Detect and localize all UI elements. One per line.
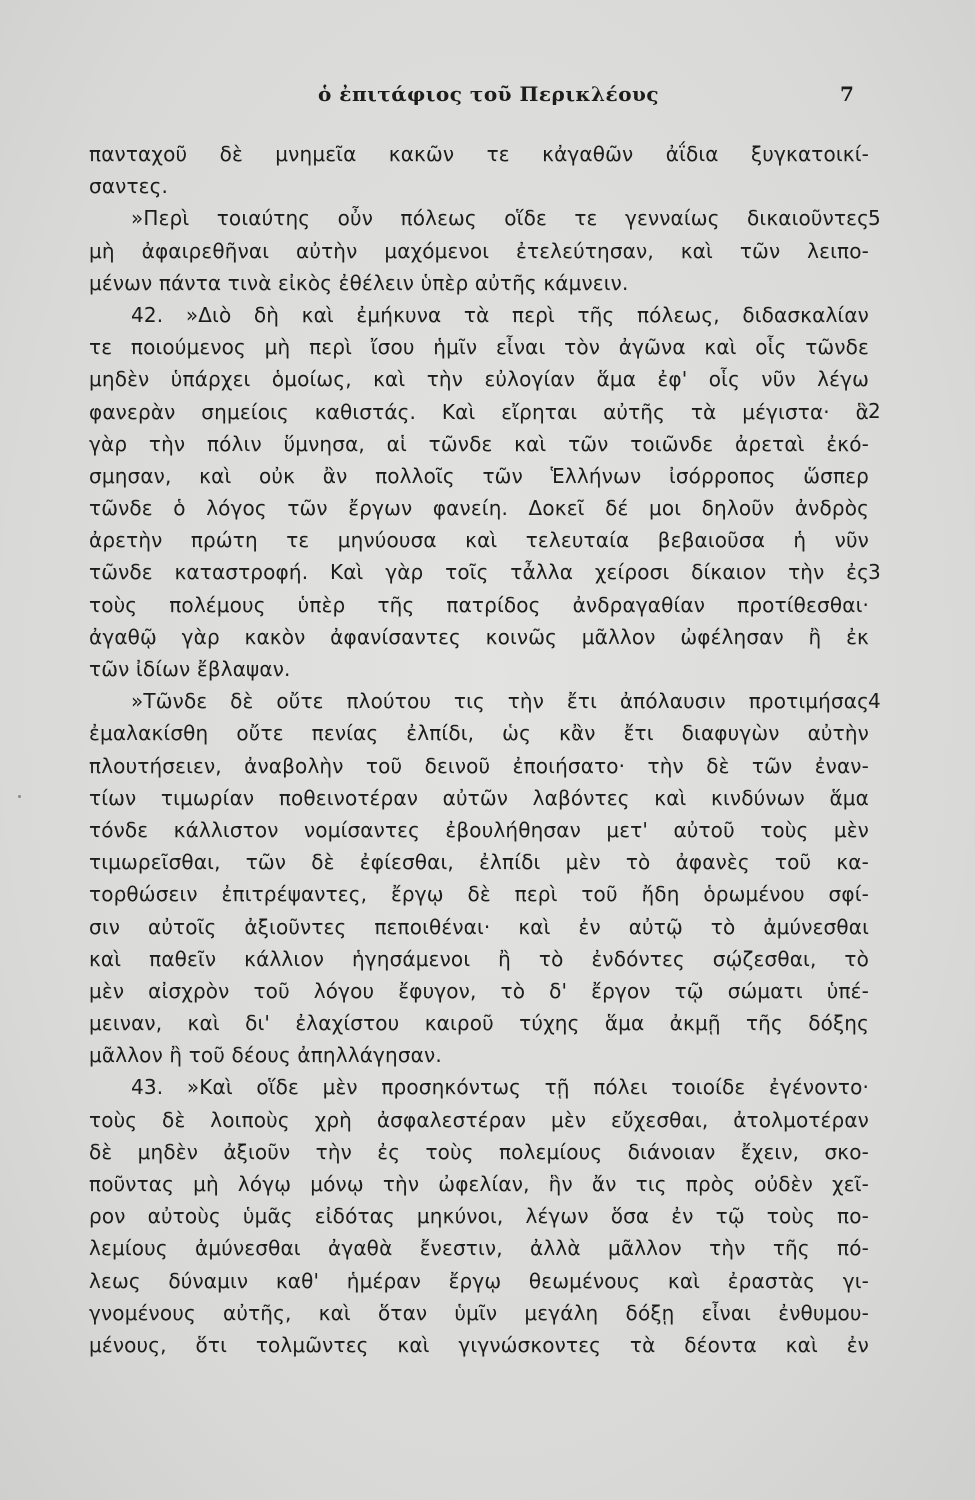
text-line: μένων πάντα τινὰ εἰκὸς ἐθέλειν ὑπὲρ αὐτῆς κάμνειν. [89, 270, 629, 295]
text-line: μειναν, καὶ δι' ἐλαχίστου καιροῦ τύχης ἅμα ἀκμῇ τῆς δόξης [89, 1011, 869, 1036]
text-line: πλουτήσειεν, ἀναβολὴν τοῦ δεινοῦ ἐποιήσατο· τὴν δὲ τῶν ἐναν- [89, 753, 869, 778]
text-line: τοὺς δὲ λοιποὺς χρὴ ἀσφαλεστέραν μὲν εὔχεσθαι, ἀτολμοτέραν [89, 1107, 869, 1132]
text-line: γνομένους αὐτῆς, καὶ ὅταν ὑμῖν μεγάλη δόξῃ εἶναι ἐνθυμου- [89, 1300, 869, 1325]
text-line: σιν αὐτοῖς ἀξιοῦντες πεποιθέναι· καὶ ἐν αὐτῷ τὸ ἀμύνεσθαι [89, 914, 869, 939]
text-line: ἀγαθῷ γὰρ κακὸν ἀφανίσαντες κοινῶς μᾶλλον ὠφέλησαν ἢ ἐκ [89, 624, 869, 649]
text-line: μὲν αἰσχρὸν τοῦ λόγου ἔφυγον, τὸ δ' ἔργον τῷ σώματι ὑπέ- [89, 978, 869, 1003]
body-text [89, 138, 869, 1361]
text-line: λεως δύναμιν καθ' ἡμέραν ἔργῳ θεωμένους καὶ ἐραστὰς γι- [89, 1268, 869, 1293]
text-line: ρον αὐτοὺς ὑμᾶς εἰδότας μηκύνοι, λέγων ὅσα ἐν τῷ τοὺς πο- [89, 1204, 869, 1229]
text-line: τῶνδε ὁ λόγος τῶν ἔργων φανείη. Δοκεῖ δέ μοι δηλοῦν ἀνδρὸς [89, 496, 869, 521]
text-line: φανερὰν σημείοις καθιστάς. Καὶ εἴρηται αὐτῆς τὰ μέγιστα· ἃ [89, 399, 869, 424]
text-line: »Περὶ τοιαύτης οὖν πόλεως οἵδε τε γενναίως δικαιοῦντες [131, 206, 869, 231]
text-line: μὴ ἀφαιρεθῆναι αὐτὴν μαχόμενοι ἐτελεύτησαν, καὶ τῶν λειπο- [89, 238, 869, 263]
page-number: 7 [840, 82, 854, 106]
text-line: δὲ μηδὲν ἀξιοῦν τὴν ἐς τοὺς πολεμίους διάνοιαν ἔχειν, σκο- [89, 1139, 869, 1164]
text-line: τε ποιούμενος μὴ περὶ ἴσου ἡμῖν εἶναι τὸν ἀγῶνα καὶ οἷς τῶνδε [89, 335, 869, 360]
text-line: γὰρ τὴν πόλιν ὕμνησα, αἱ τῶνδε καὶ τῶν τοιῶνδε ἀρεταὶ ἐκό- [89, 431, 869, 456]
text-line: τοὺς πολέμους ὑπὲρ τῆς πατρίδος ἀνδραγαθίαν προτίθεσθαι· [89, 592, 869, 617]
text-line: σμησαν, καὶ οὐκ ἂν πολλοῖς τῶν Ἑλλήνων ἰσόρροπος ὥσπερ [89, 463, 869, 488]
text-line: τόνδε κάλλιστον νομίσαντες ἐβουλήθησαν μετ' αὐτοῦ τοὺς μὲν [89, 817, 869, 842]
margin-line-number: 2 [868, 399, 881, 423]
margin-line-number: 4 [868, 689, 881, 713]
text-line: μηδὲν ὑπάρχει ὁμοίως, καὶ τὴν εὐλογίαν ἅμα ἐφ' οἷς νῦν λέγω [89, 367, 869, 392]
text-line: τίων τιμωρίαν ποθεινοτέραν αὐτῶν λαβόντες καὶ κινδύνων ἅμα [89, 785, 869, 810]
text-line: 43. »Καὶ οἵδε μὲν προσηκόντως τῇ πόλει τοιοίδε ἐγένοντο· [131, 1075, 869, 1100]
text-line: σαντες. [89, 174, 169, 199]
text-line: ποῦντας μὴ λόγῳ μόνῳ τὴν ὠφελίαν, ἣν ἄν τις πρὸς οὐδὲν χεῖ- [89, 1172, 869, 1196]
text-line: τορθώσειν ἐπιτρέψαντες, ἔργῳ δὲ περὶ τοῦ ἤδη ὁρωμένου σφί- [89, 882, 869, 907]
text-line: ἀρετὴν πρώτη τε μηνύουσα καὶ τελευταία βεβαιοῦσα ἡ νῦν [89, 528, 869, 553]
text-line: καὶ παθεῖν κάλλιον ἡγησάμενοι ἢ τὸ ἐνδόντες σῴζεσθαι, τὸ [89, 946, 869, 971]
text-line: τιμωρεῖσθαι, τῶν δὲ ἐφίεσθαι, ἐλπίδι μὲν τὸ ἀφανὲς τοῦ κα- [89, 850, 869, 875]
text-line: λεμίους ἀμύνεσθαι ἀγαθὰ ἔνεστιν, ἀλλὰ μᾶλλον τὴν τῆς πό- [89, 1236, 869, 1261]
running-header [0, 82, 975, 112]
text-line: »Τῶνδε δὲ οὔτε πλούτου τις τὴν ἔτι ἀπόλαυσιν προτιμήσας [131, 689, 869, 714]
header-title: ὁ ἐπιτάφιος τοῦ Περικλέους [318, 82, 660, 106]
text-line: μένους, ὅτι τολμῶντες καὶ γιγνώσκοντες τὰ δέοντα καὶ ἐν [89, 1332, 869, 1357]
text-line: 42. »Διὸ δὴ καὶ ἐμήκυνα τὰ περὶ τῆς πόλεως, διδασκαλίαν [131, 302, 869, 327]
text-line: τῶνδε καταστροφή. Καὶ γὰρ τοῖς τἆλλα χείροσι δίκαιον τὴν ἐς [89, 560, 869, 585]
margin-line-number: 5 [868, 206, 881, 230]
text-line: πανταχοῦ δὲ μνημεῖα κακῶν τε κἀγαθῶν ἀΐδια ξυγκατοικί- [89, 142, 869, 166]
text-line: ἐμαλακίσθη οὔτε πενίας ἐλπίδι, ὡς κἂν ἔτι διαφυγὼν αὐτὴν [89, 721, 869, 746]
text-line: τῶν ἰδίων ἔβλαψαν. [89, 657, 291, 681]
paper-speck [18, 795, 21, 798]
text-line: μᾶλλον ἢ τοῦ δέους ἀπηλλάγησαν. [89, 1043, 442, 1068]
margin-line-number: 3 [868, 560, 881, 584]
